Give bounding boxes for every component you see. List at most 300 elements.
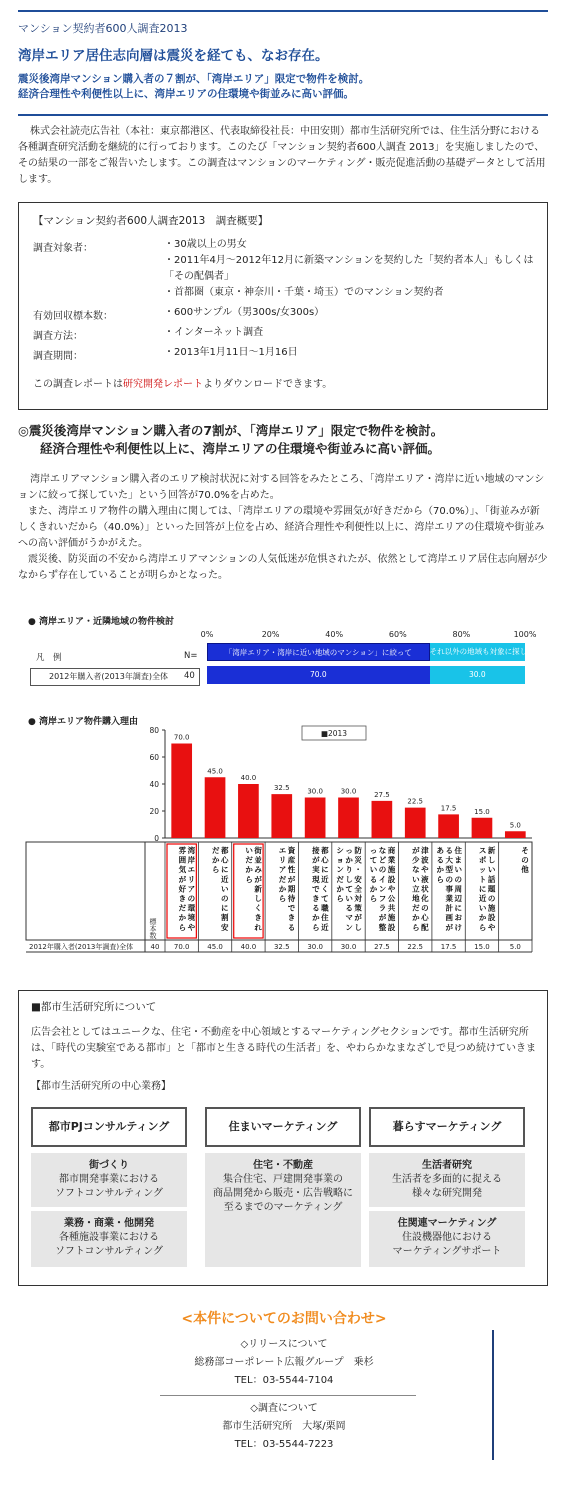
chart2-category-char: 業 [445,894,454,903]
chart2-bar [238,784,259,838]
chart2-category-char: 大 [445,855,454,865]
chart2-category-char: イ [378,874,387,884]
chart2-category-char: な [412,865,420,875]
chart2-bar [472,818,493,838]
chart2-category-char: く [321,884,329,894]
chart2-category-char: 配 [421,922,429,932]
chart2-category-char: 現 [312,874,320,884]
chart2-category-char: 全 [354,884,362,894]
chart2-category-char: フ [378,894,387,903]
org-title: ■都市生活研究所について [31,1001,157,1013]
chart2-y-tick-label: 80 [149,726,159,735]
org-cell-title: 住宅・不動産 [253,1160,313,1171]
chart2-category-char: 性 [287,865,296,875]
chart2-category-char: ッ [478,865,487,875]
chart1-row-label: 2012年購入者(2013年調査)全体 [30,668,200,686]
chart2-category-char: 対 [354,894,362,903]
chart2-category-char: 施 [387,913,396,923]
chart2-category-char: か [178,913,187,923]
finding-paragraph: また、湾岸エリア物件の購入理由に関しては、「湾岸エリアの環境や雰囲気が好きだから（70.0%）」、「街並みが新しくきれいだから（40.0%）」といった回答が上位を占め、経済合理性や利便性以上に、湾岸エリアの住環境や街並みへの高い評価がうかがえた。 [18,506,545,549]
chart2-category-char: 割 [220,913,229,923]
chart2-category-char: 街 [254,846,262,855]
chart2-category-char: 施 [487,903,496,913]
org-cell [31,1153,187,1207]
chart2-category-char: 近 [321,922,329,932]
chart2-category-char: リ [278,855,287,865]
chart2-category-char: だ [211,846,220,855]
chart2-data-label: 32.5 [273,784,290,793]
chart1-legend-label: 凡 例 [36,653,62,663]
overview-value-samples: ・600サンプル（男300s/女300s） [164,307,325,318]
chart2-category-char: か [278,884,287,894]
org-cell-line: 都市開発事業における [59,1174,159,1185]
chart2-category-char: ら [436,874,445,884]
chart2-category-char: る [445,846,454,855]
chart1-legend-item: 「湾岸エリア・湾岸に近い地域のマンション」に絞って [207,643,430,661]
chart2-table-value: 45.0 [207,943,223,951]
chart2-category-char: 少 [412,855,420,865]
chart2-category-char: の [445,874,454,884]
chart2-category-char: ら [245,874,253,884]
chart2-category-char: の [421,903,429,913]
chart2-category-char: や [187,922,196,932]
org-description: 広告会社としてはユニークな、住宅・不動産を中心領域とするマーケティングセクションです。都市生活研究所は、「時代の実験室である都市」と「都市と生きる時代の生活者」を、やわらかなまなざしで見つめ続けていきます。 [31,1027,536,1070]
chart2-category-char: 近 [220,874,229,884]
chart2-bar [205,777,226,838]
chart2-data-label: 27.5 [374,790,390,799]
chart2-category-char: 期 [287,884,296,894]
chart2-category-char: 設 [387,922,396,932]
overview-value-method: ・インターネット調査 [164,327,264,338]
chart2-category-char: 事 [445,884,454,894]
chart2-category-char: 業 [387,855,396,865]
chart2-category-char: み [254,865,262,875]
contact-survey-tel: TEL：03-5544-7223 [234,1439,334,1450]
chart1-x-tick: 20% [261,630,280,639]
chart2-table-value: 22.5 [407,943,424,951]
chart2-category-char: ら [312,922,320,932]
chart2-category-char: 災 [354,855,362,865]
contact-release [0,1336,568,1390]
chart2-category-char: に [220,903,229,913]
chart2-category-char: だ [178,903,187,913]
org-cell-title: 住関連マーケティング [397,1218,497,1229]
chart2-category-char: 公 [387,894,396,903]
chart2-bar [305,798,326,839]
chart2-category-char: ・ [354,865,362,875]
chart1-x-tick: 80% [452,630,471,639]
org-cell-line: 様々な研究開発 [412,1188,482,1199]
chart2-data-label: 15.0 [474,807,490,816]
chart2-table-value: 27.5 [374,943,390,951]
chart2-category-char: エ [278,846,287,855]
chart2-category-char: や [487,922,496,932]
chart2-data-label: 40.0 [240,774,257,782]
org-cell [31,1211,187,1267]
overview-label-period: 調査期間： [33,351,83,362]
org-cell-title: 街づくり [89,1160,129,1171]
chart2-category-char: 立 [412,884,420,894]
chart2-category-char: が [378,913,387,923]
chart2-category-char: 波 [421,855,429,865]
finding-heading-line-2: 経済合理性や利便性以上に、湾岸エリアの住環境や街並みに高い評価。 [40,441,441,456]
overview-value-period: ・2013年1月11日～1月16日 [164,347,298,358]
chart2-category-char: ど [378,855,387,865]
chart2-category-char: ン [378,884,387,894]
chart2-category-char: き [312,894,320,903]
chart2-category-char: き [287,913,296,923]
chart2-data-label: 30.0 [307,787,323,796]
chart2-category-char: ら [178,922,187,932]
chart2-y-tick-label: 0 [154,834,159,843]
chart2-category-char: 安 [354,874,362,884]
chart2-category-char: 湾 [187,846,196,855]
finding-heading-line-1: ◎震災後湾岸マンション購入者の7割が、「湾岸エリア」限定で物件を検討。 [18,423,444,438]
chart2-category-char: る [287,922,296,932]
org-cell [205,1153,361,1267]
chart1-legend-item: それ以外の地域も対象に探していた [430,643,525,661]
chart2-category-char: け [454,922,463,932]
chart2-category-char: し [354,922,362,932]
chart2-category-char: て [345,884,353,894]
contact-survey [0,1400,568,1454]
chart2-y-tick-label: 60 [149,753,159,762]
chart2-data-label: 17.5 [440,804,457,813]
chart2-category-char: る [345,903,353,913]
chart2-table-value: 5.0 [509,943,521,951]
contact-release-head: ◇リリースについて [240,1339,328,1350]
chart2-bar [338,798,359,839]
chart2-category-char: マ [345,913,353,923]
contact-survey-dept: 都市生活研究所 大塚/栗岡 [222,1421,346,1432]
chart2-category-char: が [254,874,262,884]
chart2-category-char: ら [369,894,378,903]
chart2-category-char: 題 [487,884,496,894]
chart2-category-char: お [454,913,463,923]
chart2-title: ● 湾岸エリア物件購入理由 [28,717,138,727]
chart2-category-char: 都 [220,846,229,855]
chart2-category-char: エ [187,865,196,875]
chart2-category-char: 近 [321,874,329,884]
chart2-category-char: て [369,855,378,865]
chart1-row-n: 40 [184,671,195,681]
org-column-head-housing: 住まいマーケティング [205,1107,361,1147]
contact-release-dept: 総務部コーポレート広報グループ 乗杉 [194,1357,374,1368]
chart2-category-char: い [478,903,487,913]
subheadline-line-1: 震災後湾岸マンション購入者の７割が、「湾岸エリア」限定で物件を検討。 [18,73,370,85]
chart2-table-value: 32.5 [273,943,290,951]
chart2-category-char: 液 [421,874,429,884]
chart2-category-char: 雰 [178,846,187,855]
chart2-category-char: 都 [321,846,329,855]
chart2-category-char: ラ [378,903,387,913]
chart2-y-tick-label: 40 [149,780,159,789]
chart2-category-char: く [254,903,262,913]
chart2-category-char: 産 [287,855,296,865]
survey-label: マンション契約者600人調査2013 [18,22,188,35]
chart2-category-char: 周 [454,884,463,894]
chart2-category-char: し [487,855,496,865]
chart1-x-tick: 0% [200,630,214,639]
chart2-category-char: 防 [354,846,362,855]
org-cell-line: 集合住宅、戸建開発事業の [223,1174,343,1185]
chart2-category-char: か [345,855,353,865]
chart2-category-char: だ [412,903,420,913]
overview-value-line: ・2011年4月～2012年12月に新築マンションを契約した「契約者本人」もしくは「その配偶者」 [164,255,534,282]
chart1-x-tick: 60% [388,630,407,639]
chart2-data-label: 30.0 [340,787,357,796]
chart2-category-char: や [387,884,396,894]
org-subtitle: 【都市生活研究所の中心業務】 [31,1081,171,1092]
chart2-category-char: シ [336,846,344,855]
chart2-bar [505,831,526,838]
chart2-category-char: ら [211,865,220,875]
chart2-category-char: ョ [336,855,344,865]
org-cell-line: 至るまでのマーケティング [223,1202,343,1213]
chart2-category-char: 心 [220,855,229,865]
chart2-category-char: か [312,913,320,923]
chart2-category-char: き [254,913,262,923]
chart2-category-char: が [445,922,454,932]
org-cell-line: ソフトコンサルティング [54,1246,164,1257]
chart2-bar [271,794,292,838]
org-info-box [18,990,548,1286]
chart2-category-char: い [454,865,463,875]
chart2-category-char: 境 [187,913,196,923]
chart2-table-value: 40.0 [240,943,257,951]
org-column-head-living: 暮らすマーケティング [369,1107,525,1147]
chart2-category-char: の [187,894,196,903]
chart2-category-char: 新 [254,884,262,894]
chart2-table-value: 15.0 [474,943,490,951]
chart2-bar [405,808,426,838]
contact-release-tel: TEL：03-5544-7104 [234,1375,334,1386]
chart2-category-char: い [412,874,420,884]
chart2-category-char: い [345,894,353,903]
chart2-category-char: 住 [454,846,463,855]
chart2-category-char: 並 [254,855,262,865]
chart2-category-char: に [454,903,463,913]
chart2-table-value: 70.0 [173,943,190,951]
chart2-category-char: の [454,874,463,884]
chart2-category-char: 整 [378,922,387,932]
overview-value-line: ・30歳以上の男女 [164,239,247,250]
chart2-category-char: 待 [287,894,296,903]
finding-paragraph: 湾岸エリアマンション購入者のエリア検討状況に対する回答をみたところ、「湾岸エリア・湾岸に近い地域のマンションに絞って探していた」という回答が70.0%を占めた。 [18,474,545,501]
chart2-category-char: か [369,884,378,894]
chart2-category-char: い [220,884,229,894]
chart2-category-char: い [245,846,253,855]
chart2-category-char: 共 [387,903,396,913]
chart2-category-char: だ [278,874,287,884]
chart2-category-char: で [287,903,296,913]
chart2-category-char: 環 [187,903,196,913]
intro-paragraph: 株式会社読売広告社（本社：東京都港区、代表取締役社長：中田安則）都市生活研究所では、住生活分野における各種調査研究活動を継続的に行っております。このたび「マンション契約者600人調査 2013」を実施しましたので、その結果の一部をご報告いたします。この調査はマンションのマーケティング・販売促進活動の基礎データとして活用します。 [18,126,546,185]
chart2-category-char: る [369,874,378,884]
chart2-category-char: 近 [478,894,487,903]
contact-title: <本件についてのお問い合わせ> [181,1311,387,1327]
chart1-bar-segment: 70.0 [207,666,430,684]
chart2-category-char: ま [454,855,463,865]
chart2-category-char: が [412,846,420,855]
chart2-table-value: 17.5 [440,943,457,951]
chart1-n-header: N= [184,651,198,661]
chart2-category-char: 施 [387,865,396,875]
chart2-y-tick-label: 20 [149,807,159,816]
chart2-category-char: ら [278,894,287,903]
chart2-category-char: 設 [487,913,496,923]
finding-paragraph: 震災後、防災面の不安から湾岸エリアマンションの人気低迷が危惧されたが、依然として湾岸エリア居住志向層が少なからず存在していることが明らかとなった。 [18,554,548,581]
chart2-category-char: が [178,874,187,884]
chart2-category-char: の [378,865,387,875]
chart2-category-char: で [312,884,320,894]
overview-title: 【マンション契約者600人調査2013 調査概要】 [33,215,269,227]
org-cell-line: マーケティングサポート [392,1246,502,1257]
chart2-legend-text: ■2013 [320,729,348,738]
chart2-category-char: ら [336,894,344,903]
chart2-category-char: 接 [312,846,320,855]
chart2-category-char: 心 [421,913,429,923]
chart2-category-char: か [245,865,253,875]
org-cell-line: ソフトコンサルティング [54,1188,164,1199]
chart2-category-char: あ [436,846,445,855]
chart2-category-char: 話 [487,874,496,884]
contact-separator [160,1395,416,1396]
chart2-category-char: っ [369,846,378,855]
org-cell-title: 業務・商業・他開発 [64,1218,154,1229]
chart2-category-char: が [354,913,362,923]
chart2-category-char: る [312,903,320,913]
chart2-table-value: 30.0 [307,943,323,951]
chart2-category-char: の [521,855,529,865]
chart1-x-tick: 40% [325,630,344,639]
chart2-bar [372,801,393,838]
chart2-category-char: し [254,894,262,903]
chart2-category-char: 住 [321,913,329,923]
org-cell [369,1153,525,1207]
chart2-data-label: 22.5 [407,797,424,806]
chart2-category-char: 策 [354,903,362,913]
chart2-category-char: だ [336,874,344,884]
chart2-category-char: 他 [521,865,529,875]
chart2-category-char: に [220,865,229,875]
chart2-category-char: か [412,913,420,923]
overview-footer-text: この調査レポートは [33,379,123,390]
chart1-bar-segment: 30.0 [430,666,525,684]
org-cell-line: 住設機器他における [402,1232,492,1243]
chart2-category-char: ト [478,874,487,884]
chart2-table-value: 30.0 [340,943,357,951]
chart2-category-char: に [321,865,329,875]
chart2-category-char: か [436,865,445,875]
report-link[interactable]: 研究開発レポート [123,379,203,390]
chart2-category-char: が [312,855,320,865]
chart2-category-char: ア [187,884,196,894]
headline: 湾岸エリア居住志向層は震災を経ても、なお存在。 [18,48,329,64]
org-cell-line: 生活者を多面的に捉える [392,1174,502,1185]
chart2-data-label: 45.0 [207,767,223,776]
chart2-category-char: 実 [312,865,320,875]
chart2-category-char: 職 [321,903,329,913]
chart2-category-char: 画 [445,913,454,923]
chart1-title: ● 湾岸エリア・近隣地域の物件検討 [28,617,174,627]
overview-footer-text: よりダウンロードできます。 [203,379,333,390]
chart2-category-char: 地 [412,894,420,903]
chart2-category-char: 型 [445,865,454,875]
subheadline-line-2: 経済合理性や利便性以上に、湾岸エリアの住環境や街並みに高い評価。 [18,88,354,100]
chart2-category-char: の [487,894,496,903]
chart2-category-char: 新 [487,846,496,855]
chart2-bar [171,744,192,839]
contact-survey-head: ◇調査について [250,1403,318,1414]
chart2-category-char: 状 [421,884,429,894]
chart2-category-char: ン [345,922,353,932]
chart2-data-label: 5.0 [509,821,521,830]
chart2-category-char: ら [412,922,420,932]
chart2-category-char: 津 [421,846,429,855]
chart2-category-char: リ [187,874,196,884]
chart2-category-char: 好 [178,884,187,894]
chart2-category-char: 資 [287,846,296,855]
overview-value-line: ・首都圏（東京・神奈川・千葉・埼玉）でのマンション契約者 [164,287,444,298]
org-cell [369,1211,525,1267]
chart2-category-char: る [436,855,445,865]
overview-label-method: 調査方法： [33,331,83,342]
chart2-category-char: っ [345,846,353,855]
chart2-category-char: き [178,894,187,903]
chart1-x-tick: 100% [513,630,537,639]
chart2-category-char: 岸 [187,855,196,865]
chart2-category-char: 気 [178,865,187,875]
chart2-category-char: 計 [445,903,454,913]
chart2-category-char: し [345,874,353,884]
chart2-category-char: ポ [478,855,487,865]
chart2-category-char: が [287,874,296,884]
chart2-category-char: り [345,865,353,875]
chart2-category-char: て [321,894,329,903]
org-column-head-pj: 都市PJコンサルティング [31,1107,187,1147]
overview-label-target: 調査対象者： [33,243,93,254]
chart2-category-char: 商 [387,846,396,855]
chart2-category-char: 囲 [178,855,187,865]
org-cell-line: 商品開発から販売・広告戦略に [213,1188,353,1199]
chart2-category-char: ら [478,922,487,932]
chart2-category-char: か [478,913,487,923]
chart2-category-char: い [369,865,378,875]
chart2-category-char: ス [478,846,487,855]
chart2-category-char: な [378,846,387,855]
chart2-category-char: ア [278,865,287,875]
chart2-category-char: そ [521,846,529,855]
chart2-category-char: 心 [321,855,329,865]
chart2-bar [438,814,459,838]
chart2-category-char: い [487,865,496,875]
chart2-category-char: 辺 [454,894,463,903]
chart2-table-n: 40 [150,943,160,951]
chart2-n-header: 標本数 [149,918,157,939]
org-cell-title: 生活者研究 [422,1160,472,1171]
chart2-category-char: ン [336,865,344,875]
chart2-category-char: 安 [220,922,229,932]
chart2-category-char: の [220,894,229,903]
chart2-table-row-label: 2012年購入者(2013年調査)全体 [29,943,134,951]
chart2-category-char: か [211,855,220,865]
chart2-category-char: 化 [421,894,429,903]
chart2-category-char: 設 [387,874,396,884]
chart2-category-char: か [336,884,344,894]
chart2-category-char: だ [245,855,253,865]
org-cell-line: 各種施設事業における [59,1232,159,1243]
